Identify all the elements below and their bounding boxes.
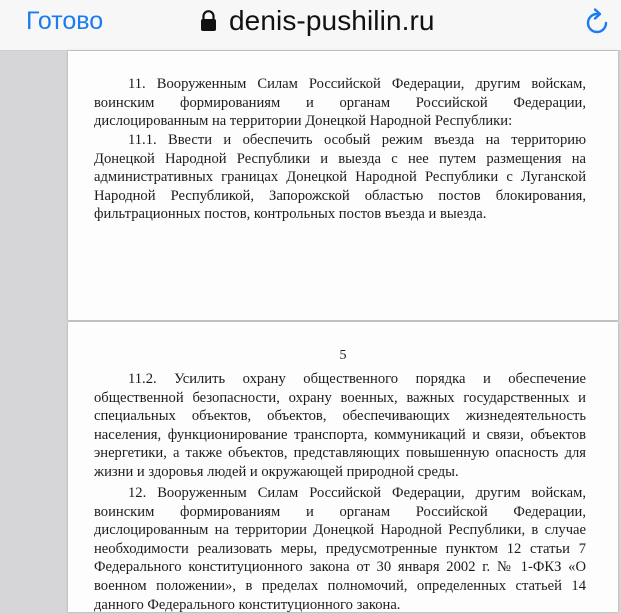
page-number: 5 [339,348,347,363]
lock-icon [200,10,217,32]
done-button[interactable]: Готово [26,7,104,35]
address-bar[interactable] [200,4,435,38]
url-text: denis-pushilin.ru [229,5,435,36]
paragraph-12: 12. Вооруженным Силам Российской Федерации, другим войскам, воинским формированиям и органам Российской Федерации, дислоцированным на территории Донецкой Народной Республики, в случае необходимости реализовать меры, предусмотренные пунктом 12 статьи 7 Федерального конституционного закона от 30 января 2002 г. № 1-ФКЗ «О военном положении», в пределах полномочий, определенных статьей 14 данного Федерального конституционного закона. [94,485,586,613]
reload-icon[interactable] [581,6,613,38]
document-page-5 [68,322,618,612]
paragraph-11: 11. Вооруженным Силам Российской Федерации, другим войскам, воинским формированиям и органам Российской Федерации, дислоцированным на территории Донецкой Народной Республики: [94,76,586,130]
browser-toolbar [0,0,621,51]
paragraph-11-2: 11.2. Усилить охрану общественного порядка и обеспечение общественной безопасности, охрану военных, важных государственных и специальных объектов, объектов, обеспечивающих жизнедеятельность населения, функционирование транспорта, коммуникаций и связи, объектов энергетики, а также объектов, представляющих повышенную опасность для жизни и здоровья людей и окружающей природной среды. [94,371,586,480]
paragraph-11-1: 11.1. Ввести и обеспечить особый режим въезда на территорию Донецкой Народной Республики и выезда с нее путем размещения на административных границах Донецкой Народной Республики с Луганской Народной Республикой, Запорожской областью постов блокирования, фильтрационных постов, контрольных постов въезда и выезда. [94,132,586,223]
document-page-4 [68,51,618,320]
